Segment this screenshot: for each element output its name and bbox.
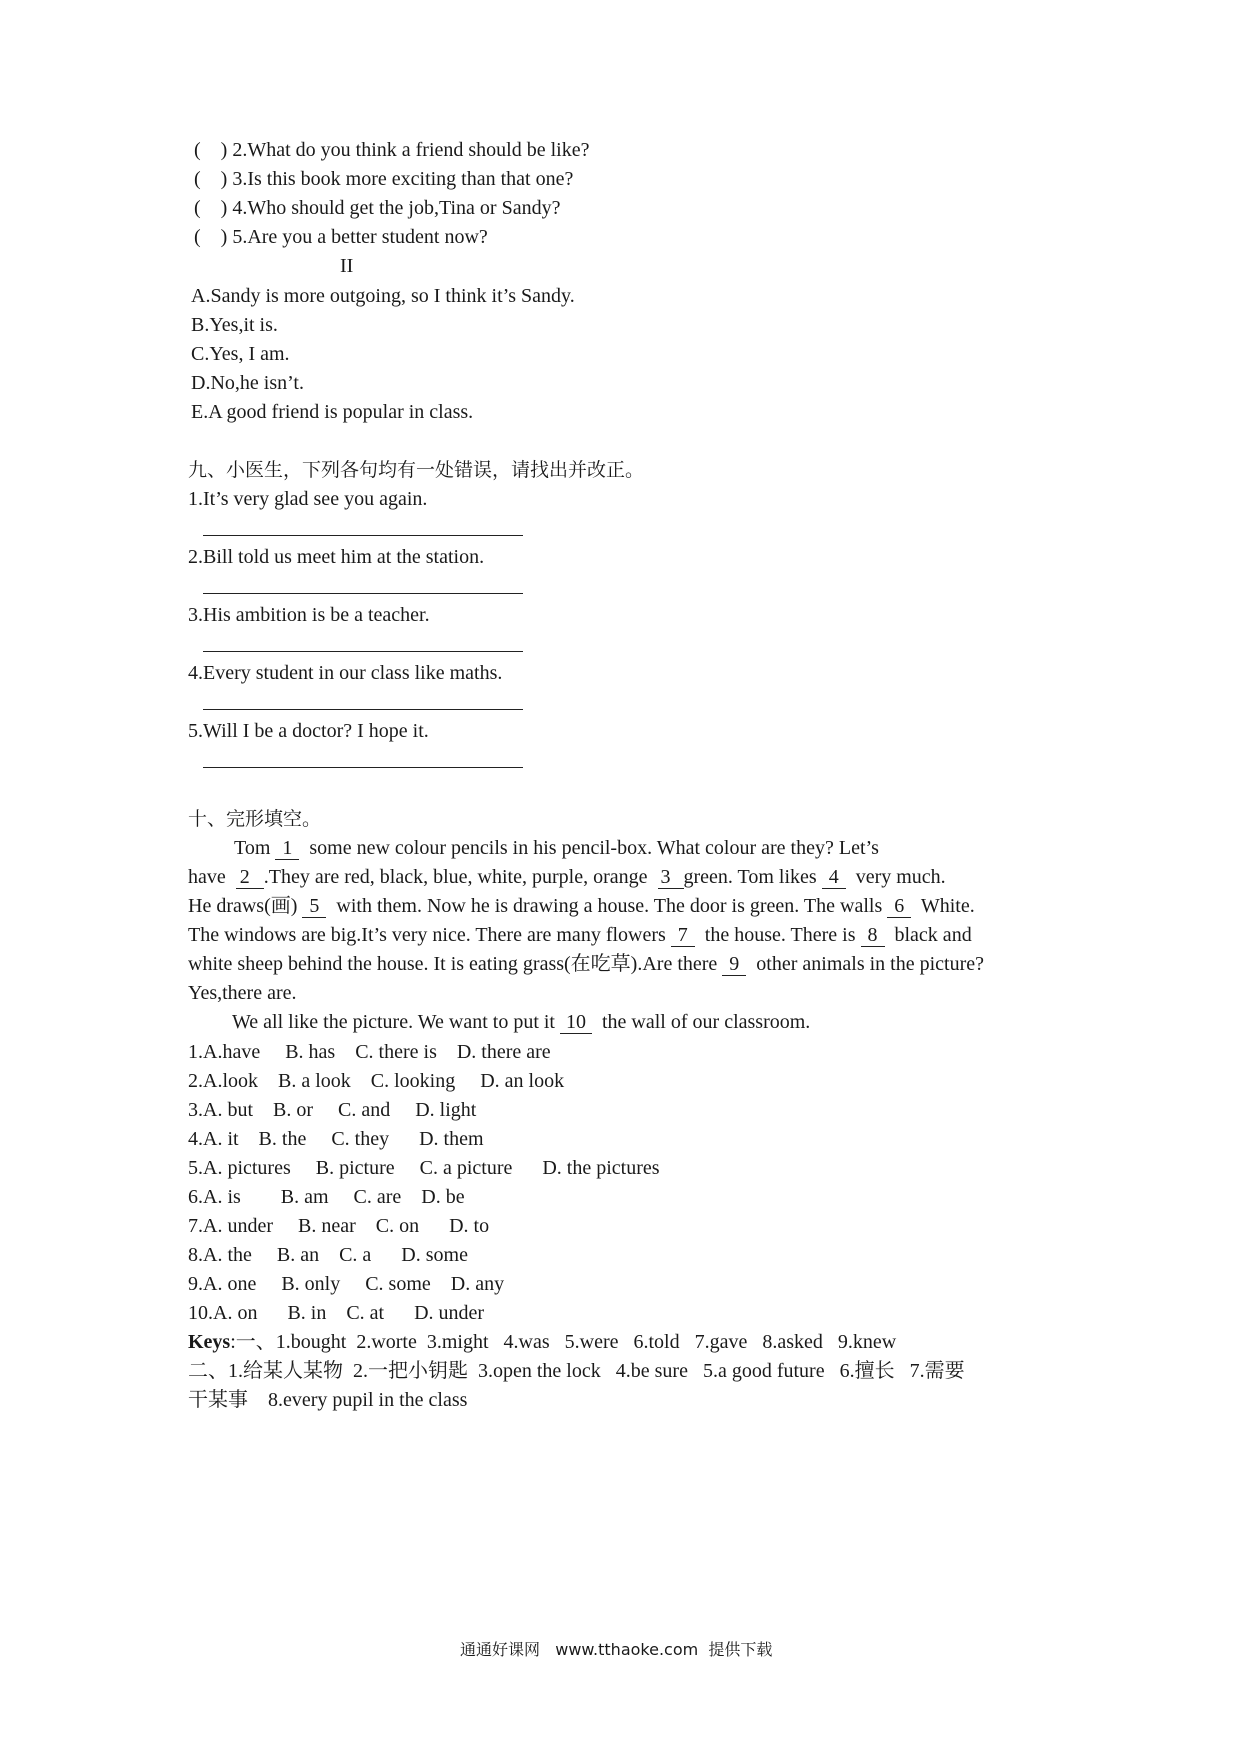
error-item-4: 4.Every student in our class like maths. [188,662,503,684]
blank-8: 8 [861,924,885,947]
blank-9: 9 [722,953,746,976]
keys-line-3: 干某事 8.every pupil in the class [188,1389,468,1411]
option-row-2: 2.A.look B. a look C. looking D. an look [188,1070,565,1092]
passage-line: We all like the picture. We want to put it 10 the wall of our classroom. [232,1011,811,1033]
question-text: 4.Who should get the job,Tina or Sandy? [232,197,561,219]
passage-line: Yes,there are. [188,982,297,1004]
answer-d: D.No,he isn’t. [191,372,304,394]
blank-5: 5 [302,895,326,918]
passage-line: white sheep behind the house. It is eating grass(在吃草).Are there 9 other animals in the picture? [188,953,984,975]
answer-blank-2 [203,593,523,594]
error-item-5: 5.Will I be a doctor? I hope it. [188,720,429,742]
blank-1: 1 [275,837,299,860]
passage-line: The windows are big.It’s very nice. There are many flowers 7 the house. There is 8 black and [188,924,972,946]
answer-paren: ( ) [194,226,228,248]
question-2 [194,138,589,162]
question-5 [194,225,488,249]
passage-line: Tom 1 some new colour pencils in his pencil-box. What colour are they? Let’s [234,837,879,859]
option-row-4: 4.A. it B. the C. they D. them [188,1128,484,1150]
answer-e: E.A good friend is popular in class. [191,401,474,423]
option-row-1: 1.A.have B. has C. there is D. there are [188,1041,551,1063]
option-row-8: 8.A. the B. an C. a D. some [188,1244,468,1266]
question-4 [194,196,560,220]
error-item-2: 2.Bill told us meet him at the station. [188,546,485,568]
question-text: 5.Are you a better student now? [232,226,488,248]
section-9-heading: 九、小医生，下列各句均有一处错误，请找出并改正。 [188,459,645,481]
option-row-9: 9.A. one B. only C. some D. any [188,1273,505,1295]
question-3 [194,167,573,191]
answer-b: B.Yes,it is. [191,314,278,336]
answer-blank-4 [203,709,523,710]
blank-3: 3 [658,866,684,889]
answer-a: A.Sandy is more outgoing, so I think it’s Sandy. [191,285,575,307]
answer-paren: ( ) [194,139,228,161]
keys-line-1: Keys:一、1.bought 2.worte 3.might 4.was 5.were 6.told 7.gave 8.asked 9.knew [188,1331,897,1353]
option-row-5: 5.A. pictures B. picture C. a picture D. the pictures [188,1157,660,1179]
option-row-7: 7.A. under B. near C. on D. to [188,1215,490,1237]
question-text: 3.Is this book more exciting than that one? [232,168,574,190]
error-item-3: 3.His ambition is be a teacher. [188,604,430,626]
option-row-10: 10.A. on B. in C. at D. under [188,1302,485,1324]
blank-4: 4 [822,866,846,889]
answer-blank-1 [203,535,523,536]
answer-blank-3 [203,651,523,652]
option-row-3: 3.A. but B. or C. and D. light [188,1099,477,1121]
page-footer: 通通好课网 www.tthaoke.com 提供下载 [460,1640,773,1659]
blank-2: 2 [236,866,264,889]
question-text: 2.What do you think a friend should be like? [232,139,590,161]
blank-6: 6 [887,895,911,918]
section-10-heading: 十、完形填空。 [188,808,322,830]
keys-line-2: 二、1.给某人某物 2.一把小钥匙 3.open the lock 4.be sure 5.a good future 6.擅长 7.需要 [188,1360,965,1382]
answer-blank-5 [203,767,523,768]
passage-line: have 2 .They are red, black, blue, white, purple, orange 3 green. Tom likes 4 very much. [188,866,946,888]
passage-line: He draws(画) 5 with them. Now he is drawing a house. The door is green. The walls 6 White. [188,895,975,917]
blank-7: 7 [671,924,695,947]
error-item-1: 1.It’s very glad see you again. [188,488,428,510]
column-label: II [340,255,354,277]
answer-paren: ( ) [194,197,228,219]
answer-paren: ( ) [194,168,228,190]
option-row-6: 6.A. is B. am C. are D. be [188,1186,465,1208]
blank-10: 10 [560,1011,592,1034]
keys-label: Keys [188,1331,231,1353]
answer-c: C.Yes, I am. [191,343,290,365]
